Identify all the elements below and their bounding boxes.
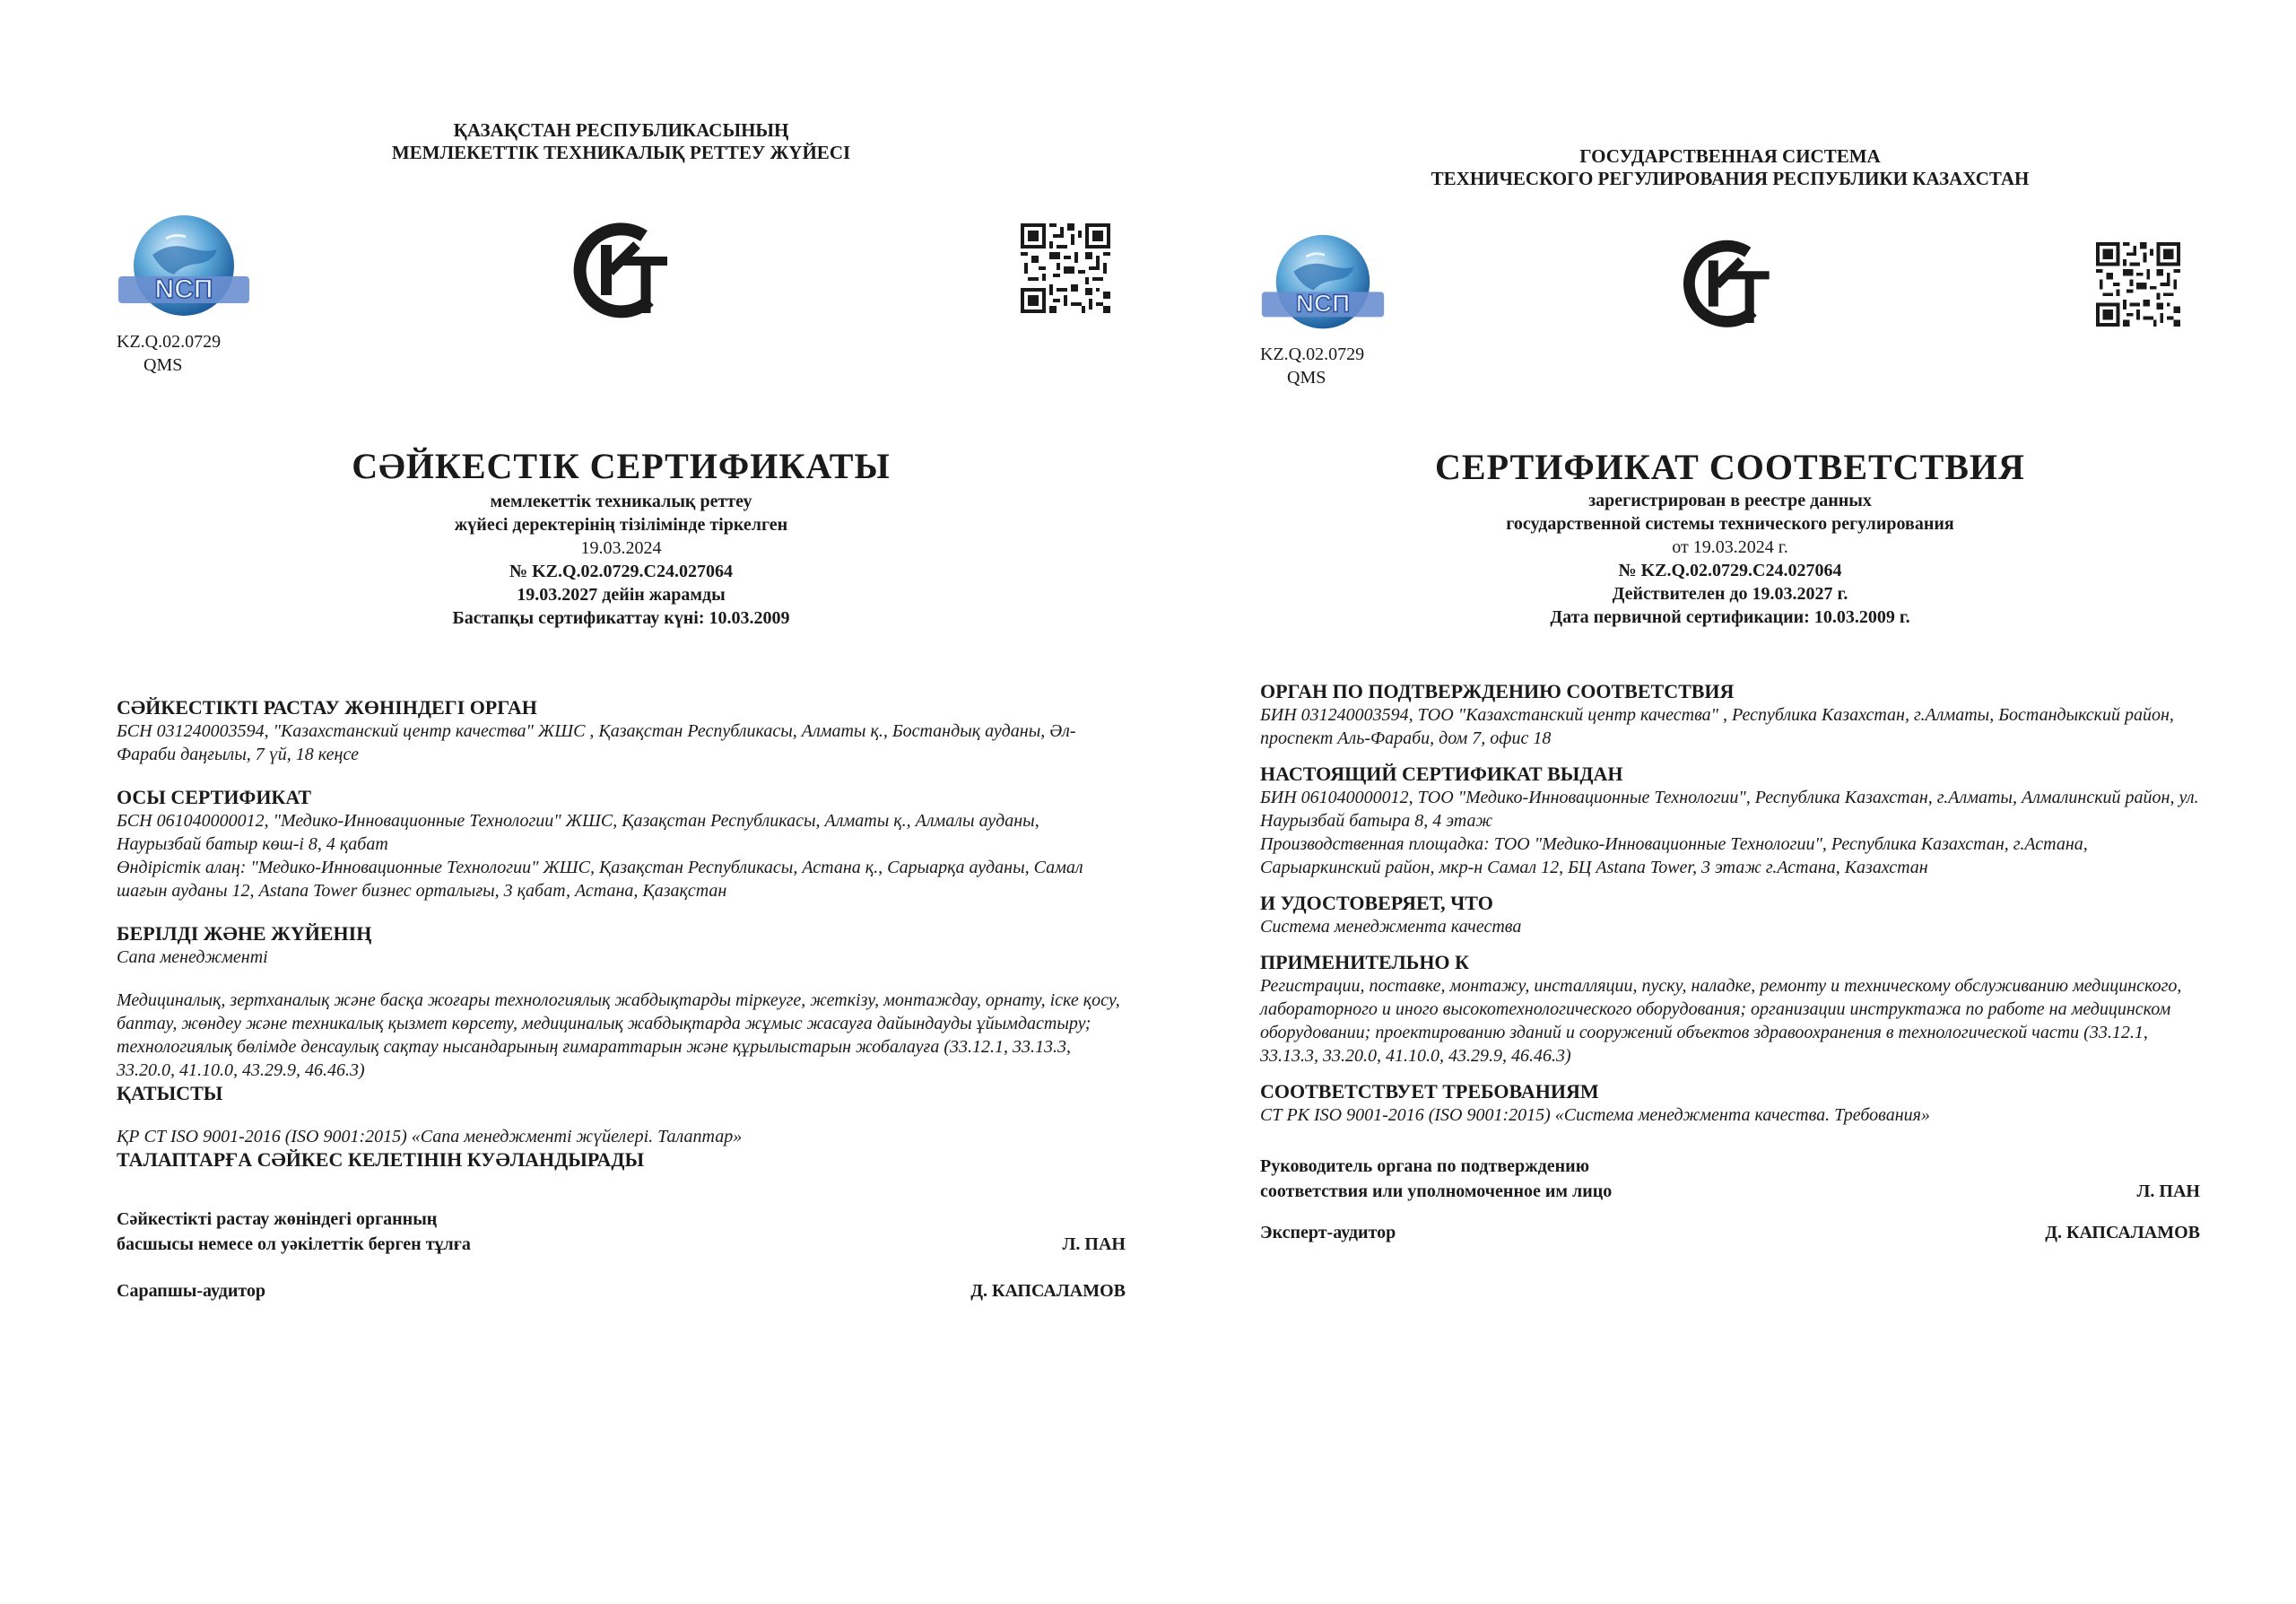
certificate-body bbox=[1260, 680, 2200, 1127]
head-role-line-1: Сәйкестікті растау жөніндегі органның bbox=[117, 1209, 438, 1229]
header-line-2: ТЕХНИЧЕСКОГО РЕГУЛИРОВАНИЯ РЕСПУБЛИКИ КАЗАХСТАН bbox=[1431, 168, 2030, 189]
scheme-text: QMS bbox=[1287, 368, 1326, 388]
registration-date: 19.03.2024 bbox=[580, 538, 662, 558]
scheme-text: QMS bbox=[144, 355, 183, 375]
reg-info-line-1: мемлекеттік техникалық реттеу bbox=[490, 492, 752, 511]
production-body: Производственная площадка: ТОО "Медико-Инновационные Технологии", Республика Казахстан, г.Астана, Сарыаркинский район, мкр-н Самал 12, БЦ Astana Tower, 3 этаж г.Астана, Казахстан bbox=[1260, 834, 2088, 877]
certificate-body bbox=[117, 696, 1126, 1172]
first-certification-date: Дата первичной сертификации: 10.03.2009 г. bbox=[1550, 607, 1910, 627]
certificate-number: № KZ.Q.02.0729.C24.027064 bbox=[509, 562, 733, 581]
signatures bbox=[1260, 1154, 2200, 1245]
ncp-logo-text: NCП bbox=[154, 275, 213, 304]
expert-name: Д. КАПСАЛАМОВ bbox=[2045, 1223, 2200, 1242]
organ-body: БСН 031240003594, "Казахстанский центр качества" ЖШС , Қазақстан Республикасы, Алматы қ., Бостандық ауданы, Әл-Фараби даңғылы, 7 үй, 18 кеңсе bbox=[117, 721, 1076, 764]
registration-date: от 19.03.2024 г. bbox=[1672, 537, 1788, 557]
complies-title: СООТВЕТСТВУЕТ ТРЕБОВАНИЯМ bbox=[1260, 1080, 1599, 1103]
expert-name: Д. КАПСАЛАМОВ bbox=[970, 1281, 1126, 1301]
head-signature-row bbox=[1260, 1154, 2200, 1204]
ncp-logo-block bbox=[1260, 231, 1386, 389]
issued-title: ОСЫ СЕРТИФИКАТ bbox=[117, 786, 312, 808]
expert-role: Эксперт-аудитор bbox=[1260, 1223, 1396, 1242]
production-body: Өндірістік алаң: "Медико-Инновационные Технологии" ЖШС, Қазақстан Республикасы, Астана қ., Сарыарқа ауданы, Самал шағын ауданы 12, Astana Tower бизнес орталығы, 3 қабат, Астана, Қазақстан bbox=[117, 858, 1083, 901]
reg-code-text: KZ.Q.02.0729 bbox=[1260, 344, 1365, 364]
ncp-logo-block bbox=[117, 212, 251, 377]
head-role-line-1: Руководитель органа по подтверждению bbox=[1260, 1156, 1589, 1176]
accreditation-code bbox=[1260, 343, 1386, 389]
relation-title: ҚАТЫСТЫ bbox=[117, 1082, 223, 1104]
head-signature-row bbox=[117, 1207, 1126, 1257]
certificate-kz bbox=[117, 0, 1126, 1604]
reg-code-text: KZ.Q.02.0729 bbox=[117, 332, 222, 352]
qr-code-icon[interactable] bbox=[2096, 242, 2186, 332]
registration-info bbox=[1260, 489, 2200, 629]
expert-signature-row bbox=[117, 1278, 1126, 1303]
header bbox=[1260, 145, 2200, 190]
expert-signature-row bbox=[1260, 1220, 2200, 1245]
certifies-body: Система менеджмента качества bbox=[1260, 917, 1522, 937]
ncp-globe-logo bbox=[117, 212, 251, 323]
head-name: Л. ПАН bbox=[1062, 1234, 1126, 1254]
reg-info-line-1: зарегистрирован в реестре данных bbox=[1588, 491, 1872, 510]
validity: 19.03.2027 дейін жарамды bbox=[517, 585, 726, 605]
certificate-ru bbox=[1260, 0, 2200, 1604]
issued-title: НАСТОЯЩИЙ СЕРТИФИКАТ ВЫДАН bbox=[1260, 763, 1623, 785]
kt-conformity-mark-icon bbox=[567, 216, 674, 324]
first-certification-date: Бастапқы сертификаттау күні: 10.03.2009 bbox=[452, 608, 790, 628]
header bbox=[117, 119, 1126, 164]
standard-body: ҚР СТ ISO 9001-2016 (ISO 9001:2015) «Сапа менеджменті жүйелері. Талаптар» bbox=[117, 1127, 743, 1146]
issued-body: БИН 061040000012, ТОО "Медико-Инновационные Технологии", Республика Казахстан, г.Алматы, Алмалинский район, ул. Наурызбай батыра 8, 4 этаж bbox=[1260, 788, 2199, 831]
applicable-title: ПРИМЕНИТЕЛЬНО К bbox=[1260, 951, 1469, 973]
expert-role: Сарапшы-аудитор bbox=[117, 1281, 266, 1301]
scope-body: Медициналық, зертханалық және басқа жоғары технологиялық жабдықтарды тіркеуге, жеткізу, монтаждау, орнату, іске қосу, баптау, жөндеу және техникалық қызмет көрсету, медициналық жабдықтарда жұмыс жасауға дайындауды ұйымдастыру; технологиялық бөлімде денсаулық сақтау нысандарының ғимараттарын және құрылыстарын жобалауға (33.12.1, 33.13.3, 33.20.0, 41.10.0, 43.29.9, 46.46.3) bbox=[117, 990, 1120, 1080]
ncp-logo-text: NCП bbox=[1295, 289, 1351, 318]
ncp-globe-logo bbox=[1260, 231, 1386, 336]
system-body: Сапа менеджменті bbox=[117, 947, 268, 967]
organ-title: ОРГАН ПО ПОДТВЕРЖДЕНИЮ СООТВЕТСТВИЯ bbox=[1260, 680, 1735, 702]
validity: Действителен до 19.03.2027 г. bbox=[1612, 584, 1848, 604]
certificate-number: № KZ.Q.02.0729.C24.027064 bbox=[1618, 561, 1842, 580]
head-role-line-2: соответствия или уполномоченное им лицо bbox=[1260, 1181, 1613, 1201]
issued-body: БСН 061040000012, "Медико-Инновационные Технологии" ЖШС, Қазақстан Республикасы, Алматы қ., Алмалы ауданы, Наурызбай батыр көш-і 8, 4 қабат bbox=[117, 811, 1039, 854]
certificate-title: СӘЙКЕСТІК СЕРТИФИКАТЫ bbox=[352, 446, 891, 486]
kt-conformity-mark-icon bbox=[1677, 234, 1785, 342]
header-line-2: МЕМЛЕКЕТТІК ТЕХНИКАЛЫҚ РЕТТЕУ ЖҮЙЕСІ bbox=[391, 142, 851, 163]
reg-info-line-2: жүйесі деректерінің тізілімінде тіркелген bbox=[454, 515, 788, 535]
system-title: БЕРІЛДІ ЖӘНЕ ЖҮЙЕНІҢ bbox=[117, 922, 372, 945]
signatures bbox=[117, 1207, 1126, 1303]
applicable-body: Регистрации, поставке, монтажу, инсталляции, пуску, наладке, ремонту и техническому обслуживанию медицинского, лабораторного и иного высокотехнологического оборудования; организации инструктажа по работе на медицинском оборудовании; проектированию зданий и сооружений объектов здравоохранения в технологической части (33.12.1, 33.13.3, 33.20.0, 41.10.0, 43.29.9, 46.46.3) bbox=[1260, 976, 2182, 1066]
head-role-line-2: басшысы немесе ол уәкілеттік берген тұлға bbox=[117, 1234, 471, 1254]
head-name: Л. ПАН bbox=[2136, 1181, 2200, 1201]
certificate-title: СЕРТИФИКАТ СООТВЕТСТВИЯ bbox=[1435, 447, 2025, 487]
confirms-title: ТАЛАПТАРҒА СӘЙКЕС КЕЛЕТІНІН КУӘЛАНДЫРАДЫ bbox=[117, 1148, 645, 1171]
registration-info bbox=[117, 490, 1126, 630]
accreditation-code bbox=[117, 330, 242, 377]
complies-body: СТ РК ISO 9001-2016 (ISO 9001:2015) «Система менеджмента качества. Требования» bbox=[1260, 1105, 1930, 1125]
qr-code-icon[interactable] bbox=[1021, 223, 1110, 313]
certifies-title: И УДОСТОВЕРЯЕТ, ЧТО bbox=[1260, 892, 1493, 914]
reg-info-line-2: государственной системы технического регулирования bbox=[1506, 514, 1954, 534]
header-line-1: ҚАЗАҚСТАН РЕСПУБЛИКАСЫНЫҢ bbox=[453, 119, 789, 141]
organ-body: БИН 031240003594, ТОО "Казахстанский центр качества" , Республика Казахстан, г.Алматы, Бостандыкский район, проспект Аль-Фараби, дом 7, офис 18 bbox=[1260, 705, 2174, 748]
header-line-1: ГОСУДАРСТВЕННАЯ СИСТЕМА bbox=[1579, 145, 1881, 167]
organ-title: СӘЙКЕСТІКТІ РАСТАУ ЖӨНІНДЕГІ ОРГАН bbox=[117, 696, 537, 719]
